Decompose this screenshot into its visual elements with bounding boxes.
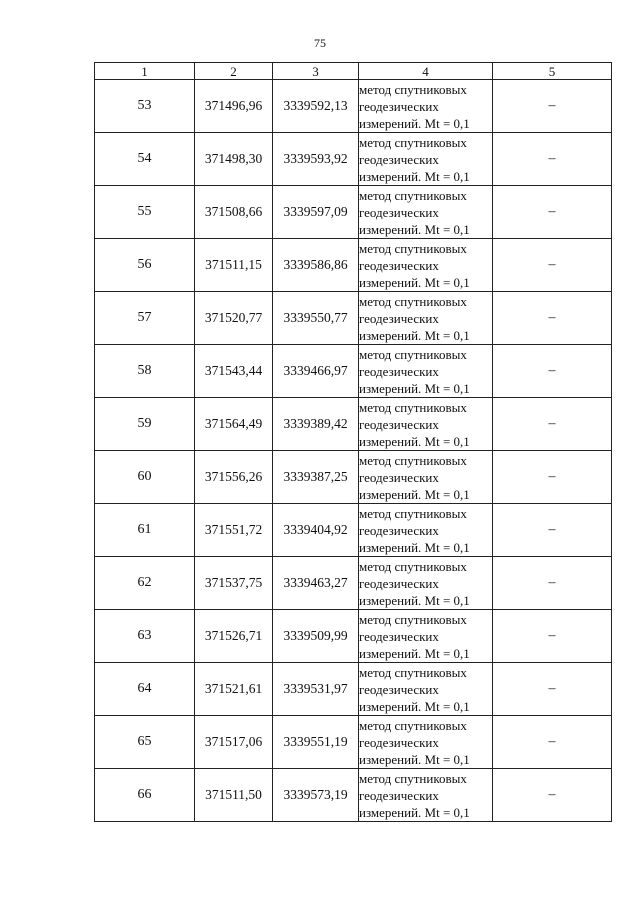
method-line: измерений. Mt = 0,1 (359, 539, 470, 555)
point-number-cell: 65 (95, 716, 195, 769)
accuracy-cell: – (493, 133, 612, 186)
column-header-2: 2 (195, 63, 273, 80)
method-cell (359, 345, 493, 398)
y-coordinate-cell: 3339586,86 (273, 239, 359, 292)
method-cell (359, 663, 493, 716)
method-line: измерений. Mt = 0,1 (359, 380, 470, 396)
y-coordinate-cell: 3339387,25 (273, 451, 359, 504)
method-line: метод спутниковых (359, 558, 467, 574)
method-line: измерений. Mt = 0,1 (359, 221, 470, 237)
method-cell (359, 504, 493, 557)
method-line: измерений. Mt = 0,1 (359, 486, 470, 502)
table-row (95, 133, 612, 186)
method-line: геодезических (359, 469, 439, 485)
accuracy-cell: – (493, 239, 612, 292)
column-header-1: 1 (95, 63, 195, 80)
point-number-cell: 53 (95, 80, 195, 133)
point-number-cell: 54 (95, 133, 195, 186)
method-line: измерений. Mt = 0,1 (359, 115, 470, 131)
method-line: измерений. Mt = 0,1 (359, 698, 470, 714)
coordinates-table (94, 62, 612, 822)
point-number-cell: 59 (95, 398, 195, 451)
point-number-cell: 62 (95, 557, 195, 610)
table-row (95, 716, 612, 769)
x-coordinate-cell: 371537,75 (195, 557, 273, 610)
x-coordinate-cell: 371551,72 (195, 504, 273, 557)
table-row (95, 186, 612, 239)
method-line: метод спутниковых (359, 187, 467, 203)
method-line: геодезических (359, 151, 439, 167)
method-cell (359, 133, 493, 186)
table-row (95, 80, 612, 133)
method-line: геодезических (359, 787, 439, 803)
point-number-cell: 64 (95, 663, 195, 716)
method-line: измерений. Mt = 0,1 (359, 645, 470, 661)
point-number-cell: 55 (95, 186, 195, 239)
table-row (95, 557, 612, 610)
accuracy-cell: – (493, 345, 612, 398)
accuracy-cell: – (493, 769, 612, 822)
point-number-cell: 57 (95, 292, 195, 345)
x-coordinate-cell: 371556,26 (195, 451, 273, 504)
method-cell (359, 557, 493, 610)
y-coordinate-cell: 3339551,19 (273, 716, 359, 769)
accuracy-cell: – (493, 557, 612, 610)
method-line: геодезических (359, 628, 439, 644)
x-coordinate-cell: 371511,15 (195, 239, 273, 292)
y-coordinate-cell: 3339389,42 (273, 398, 359, 451)
method-line: геодезических (359, 734, 439, 750)
accuracy-cell: – (493, 451, 612, 504)
x-coordinate-cell: 371564,49 (195, 398, 273, 451)
method-line: метод спутниковых (359, 293, 467, 309)
x-coordinate-cell: 371521,61 (195, 663, 273, 716)
y-coordinate-cell: 3339573,19 (273, 769, 359, 822)
method-line: геодезических (359, 257, 439, 273)
method-line: геодезических (359, 204, 439, 220)
method-line: геодезических (359, 681, 439, 697)
x-coordinate-cell: 371520,77 (195, 292, 273, 345)
table-body (95, 80, 612, 822)
point-number-cell: 60 (95, 451, 195, 504)
y-coordinate-cell: 3339531,97 (273, 663, 359, 716)
point-number-cell: 66 (95, 769, 195, 822)
method-line: метод спутниковых (359, 399, 467, 415)
accuracy-cell: – (493, 186, 612, 239)
y-coordinate-cell: 3339509,99 (273, 610, 359, 663)
accuracy-cell: – (493, 292, 612, 345)
page-number: 75 (314, 36, 326, 50)
point-number-cell: 56 (95, 239, 195, 292)
y-coordinate-cell: 3339597,09 (273, 186, 359, 239)
method-cell (359, 610, 493, 663)
method-line: геодезических (359, 416, 439, 432)
method-cell (359, 451, 493, 504)
y-coordinate-cell: 3339466,97 (273, 345, 359, 398)
table-row (95, 345, 612, 398)
method-cell (359, 398, 493, 451)
accuracy-cell: – (493, 716, 612, 769)
method-cell (359, 80, 493, 133)
method-line: измерений. Mt = 0,1 (359, 274, 470, 290)
point-number-cell: 61 (95, 504, 195, 557)
column-header-3: 3 (273, 63, 359, 80)
table-header-row (95, 63, 612, 80)
accuracy-cell: – (493, 80, 612, 133)
accuracy-cell: – (493, 398, 612, 451)
method-line: измерений. Mt = 0,1 (359, 168, 470, 184)
method-line: метод спутниковых (359, 81, 467, 97)
point-number-cell: 58 (95, 345, 195, 398)
method-line: геодезических (359, 363, 439, 379)
x-coordinate-cell: 371543,44 (195, 345, 273, 398)
x-coordinate-cell: 371496,96 (195, 80, 273, 133)
method-line: метод спутниковых (359, 505, 467, 521)
method-cell (359, 239, 493, 292)
x-coordinate-cell: 371508,66 (195, 186, 273, 239)
method-cell (359, 186, 493, 239)
method-line: измерений. Mt = 0,1 (359, 433, 470, 449)
accuracy-cell: – (493, 504, 612, 557)
x-coordinate-cell: 371526,71 (195, 610, 273, 663)
table-row (95, 663, 612, 716)
accuracy-cell: – (493, 610, 612, 663)
table-row (95, 239, 612, 292)
table-row (95, 504, 612, 557)
method-line: геодезических (359, 310, 439, 326)
method-line: метод спутниковых (359, 452, 467, 468)
x-coordinate-cell: 371511,50 (195, 769, 273, 822)
accuracy-cell: – (493, 663, 612, 716)
method-cell (359, 716, 493, 769)
column-header-5: 5 (493, 63, 612, 80)
table-row (95, 451, 612, 504)
x-coordinate-cell: 371498,30 (195, 133, 273, 186)
method-line: метод спутниковых (359, 134, 467, 150)
method-line: метод спутниковых (359, 611, 467, 627)
method-line: измерений. Mt = 0,1 (359, 751, 470, 767)
method-line: измерений. Mt = 0,1 (359, 804, 470, 820)
table-row (95, 398, 612, 451)
x-coordinate-cell: 371517,06 (195, 716, 273, 769)
table-row (95, 610, 612, 663)
method-line: метод спутниковых (359, 770, 467, 786)
table-row (95, 769, 612, 822)
y-coordinate-cell: 3339550,77 (273, 292, 359, 345)
y-coordinate-cell: 3339593,92 (273, 133, 359, 186)
method-line: метод спутниковых (359, 240, 467, 256)
method-line: геодезических (359, 98, 439, 114)
table-row (95, 292, 612, 345)
y-coordinate-cell: 3339404,92 (273, 504, 359, 557)
method-line: измерений. Mt = 0,1 (359, 592, 470, 608)
y-coordinate-cell: 3339592,13 (273, 80, 359, 133)
method-line: метод спутниковых (359, 717, 467, 733)
point-number-cell: 63 (95, 610, 195, 663)
method-line: геодезических (359, 522, 439, 538)
y-coordinate-cell: 3339463,27 (273, 557, 359, 610)
method-cell (359, 769, 493, 822)
method-line: измерений. Mt = 0,1 (359, 327, 470, 343)
method-line: метод спутниковых (359, 346, 467, 362)
method-cell (359, 292, 493, 345)
method-line: геодезических (359, 575, 439, 591)
column-header-4: 4 (359, 63, 493, 80)
method-line: метод спутниковых (359, 664, 467, 680)
